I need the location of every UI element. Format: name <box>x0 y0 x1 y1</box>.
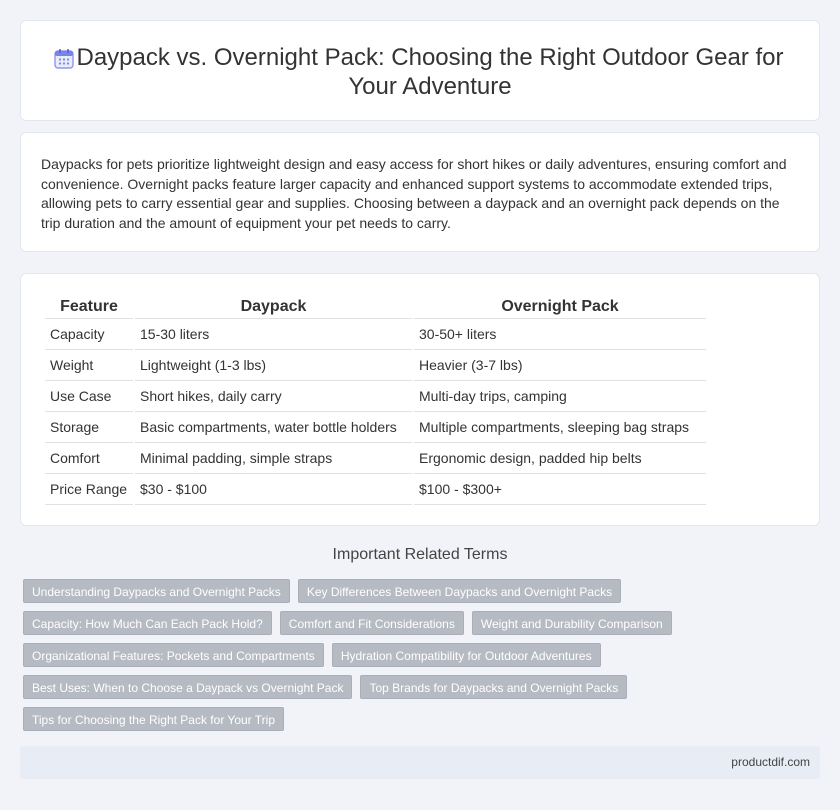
table-cell: 15-30 liters <box>135 319 412 350</box>
related-term-tag[interactable]: Organizational Features: Pockets and Compartments <box>23 643 324 667</box>
table-row <box>45 319 706 350</box>
table-cell: Multi-day trips, camping <box>414 381 706 412</box>
table-cell: Weight <box>45 350 133 381</box>
table-cell: Storage <box>45 412 133 443</box>
column-header-daypack: Daypack <box>135 295 412 319</box>
related-term-tag[interactable]: Weight and Durability Comparison <box>472 611 672 635</box>
related-term-tag[interactable]: Comfort and Fit Considerations <box>280 611 464 635</box>
related-term-tag[interactable]: Capacity: How Much Can Each Pack Hold? <box>23 611 272 635</box>
table-row <box>45 412 706 443</box>
tag-row <box>23 643 813 667</box>
table-cell: Lightweight (1-3 lbs) <box>135 350 412 381</box>
table-cell: 30-50+ liters <box>414 319 706 350</box>
table-cell: Price Range <box>45 474 133 505</box>
table-cell: $100 - $300+ <box>414 474 706 505</box>
related-term-tag[interactable]: Tips for Choosing the Right Pack for Your Trip <box>23 707 284 731</box>
related-term-tag[interactable]: Best Uses: When to Choose a Daypack vs Overnight Pack <box>23 675 352 699</box>
table-row <box>45 350 706 381</box>
table-row <box>45 443 706 474</box>
table-header-row <box>45 295 706 319</box>
footer-site-link[interactable]: productdif.com <box>731 755 810 769</box>
related-terms-title: Important Related Terms <box>332 546 508 563</box>
comparison-table <box>43 295 708 505</box>
table-cell: Minimal padding, simple straps <box>135 443 412 474</box>
related-term-tag[interactable]: Key Differences Between Daypacks and Overnight Packs <box>298 579 621 603</box>
related-terms-list <box>23 579 813 739</box>
tag-row <box>23 707 813 731</box>
comparison-card <box>20 273 820 526</box>
tag-row <box>23 579 813 603</box>
table-cell: Multiple compartments, sleeping bag straps <box>414 412 706 443</box>
header-card <box>20 20 820 121</box>
table-cell: Ergonomic design, padded hip belts <box>414 443 706 474</box>
page-title: Daypack vs. Overnight Pack: Choosing the Right Outdoor Gear for Your Adventure <box>76 44 784 100</box>
table-cell: Use Case <box>45 381 133 412</box>
table-cell: Basic compartments, water bottle holders <box>135 412 412 443</box>
tag-row <box>23 675 813 699</box>
related-term-tag[interactable]: Understanding Daypacks and Overnight Packs <box>23 579 290 603</box>
table-row <box>45 474 706 505</box>
column-header-overnight-pack: Overnight Pack <box>414 295 706 319</box>
table-cell: Short hikes, daily carry <box>135 381 412 412</box>
table-cell: Capacity <box>45 319 133 350</box>
footer <box>20 746 820 779</box>
tag-row <box>23 611 813 635</box>
table-cell: Comfort <box>45 443 133 474</box>
intro-paragraph: Daypacks for pets prioritize lightweight design and easy access for short hikes or daily adventures, ensuring comfort and convenience. Overnight packs feature larger capacity and enhanced support systems to accommodate extended trips, allowing pets to carry essential gear and supplies. Choosing between a daypack and an overnight pack depends on the trip duration and the amount of equipment your pet needs to carry. <box>41 156 787 231</box>
table-cell: $30 - $100 <box>135 474 412 505</box>
related-term-tag[interactable]: Hydration Compatibility for Outdoor Adventures <box>332 643 601 667</box>
related-term-tag[interactable]: Top Brands for Daypacks and Overnight Packs <box>360 675 627 699</box>
intro-card <box>20 132 820 252</box>
table-cell: Heavier (3-7 lbs) <box>414 350 706 381</box>
column-header-feature: Feature <box>45 295 133 319</box>
table-row <box>45 381 706 412</box>
